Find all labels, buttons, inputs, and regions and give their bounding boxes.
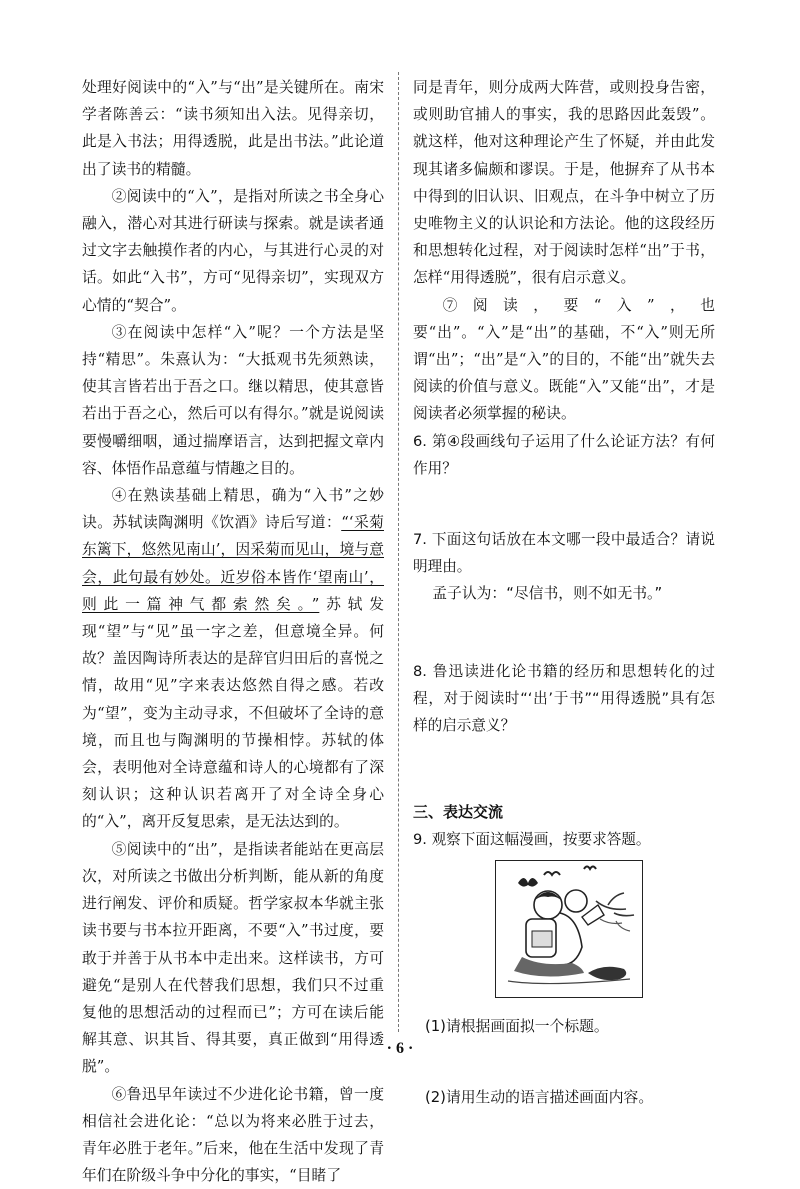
underlined-quote: “‘采菊东篱下，悠然见南山’，因采菊而见山，境与意会，此句最有妙处。近岁俗本皆作‘望南山’，则此一篇神气都索然矣。”	[82, 514, 384, 613]
paragraph-2: ②阅读中的“入”，是指对所读之书全身心融入，潜心对其进行研读与探索。就是读者通过文字去触摸作者的内心，与其进行心灵的对话。如此“入书”，方可“见得亲切”，实现双方心情的“契合”。	[82, 187, 384, 314]
right-column	[413, 74, 715, 1111]
paragraph-5: ⑤阅读中的“出”，是指读者能站在更高层次，对所读之书做出分析判断，能从新的角度进行阐发、评价和质疑。哲学家叔本华就主张读书要与书本拉开距离，不要“入”书过度，要敢于并善于从书本中走出来。这样读书，方可避免“是别人在代替我们思想，我们只不过重复他的思想活动的过程而已”；方可在读后能解其意、识其旨、得其要，真正做到“用得透脱”。	[82, 840, 384, 1076]
answer-space-6[interactable]	[413, 482, 715, 526]
paragraph-6: ⑥鲁迅早年读过不少进化论书籍，曾一度相信社会进化论：“总以为将来必胜于过去，青年必胜于老年。”后来，他在生活中发现了青年们在阶级斗争中分化的事实，“目睹了	[82, 1085, 384, 1185]
answer-space-7[interactable]	[413, 608, 715, 658]
paragraph-3: ③在阅读中怎样“入”呢？一个方法是坚持“精思”。朱熹认为：“大抵观书先须熟读，使其言皆若出于吾之口。继以精思，使其意皆若出于吾之心，然后可以有得尔。”就是说阅读要慢嚼细咽，通过揣摩语言，达到把握文章内容、体悟作品意蕴与情趣之目的。	[82, 323, 384, 477]
column-divider	[398, 72, 399, 1032]
question-6: 6. 第④段画线句子运用了什么论证方法？有何作用？	[413, 432, 715, 477]
question-9-part-1: (1)请根据画面拟一个标题。	[425, 1017, 609, 1035]
paragraph-4	[82, 482, 384, 836]
left-column	[82, 74, 384, 1189]
question-8: 8. 鲁迅读进化论书籍的经历和思想转化的过程，对于阅读时“‘出’于书”“用得透脱”具有怎样的启示意义？	[413, 662, 715, 735]
paragraph-4-body: 苏轼发现“望”与“见”虽一字之差，但意境全异。何故？盖因陶诗所表达的是辞官归田后的喜悦之情，故用“见”字来表达悠然自得之感。若改为“望”，变为主动寻求，不但破坏了全诗的意境，而且也与陶渊明的节操相悖。苏轼的体会，表明他对全诗意蕴和诗人的心境都有了深刻认识；这种认识若离开了对全诗全身心的“入”，离开反复思索，是无法达到的。	[82, 595, 384, 831]
paragraph-7: ⑦阅读，要“入”，也要“出”。“入”是“出”的基础，不“入”则无所谓“出”；“出”是“入”的目的，不能“出”就失去阅读的价值与意义。既能“入”又能“出”，才是阅读者必须掌握的秘诀。	[413, 296, 715, 423]
cartoon-image	[495, 860, 643, 998]
question-9: 9. 观察下面这幅漫画，按要求答题。	[413, 831, 651, 849]
answer-space-8[interactable]	[413, 739, 715, 783]
question-7-quote: 孟子认为：“尽信书，则不如无书。”	[432, 585, 663, 603]
question-9-part-2: (2)请用生动的语言描述画面内容。	[425, 1089, 654, 1107]
question-7: 7. 下面这句话放在本文哪一段中最适合？请说明理由。	[413, 531, 715, 576]
paragraph-4-intro: ④在熟读基础上精思，确为“入书”之妙诀。苏轼读陶渊明《饮酒》诗后写道：	[82, 487, 384, 532]
page-number: · 6 ·	[386, 1040, 414, 1057]
paragraph-6-continued: 同是青年，则分成两大阵营，或则投身告密，或则助官捕人的事实，我的思路因此轰毁”。就这样，他对这种理论产生了怀疑，并由此发现其诸多偏颇和谬误。于是，他摒弃了从书本中得到的旧认识、旧观点，在斗争中树立了历史唯物主义的认识论和方法论。他的这段经历和思想转化过程，对于阅读时怎样“出”于书，怎样“用得透脱”，很有启示意义。	[413, 79, 715, 287]
paragraph-1-continued: 处理好阅读中的“入”与“出”是关键所在。南宋学者陈善云：“读书须知出入法。见得亲切，此是入书法；用得透脱，此是出书法。”此论道出了读书的精髓。	[82, 79, 384, 178]
section-title-expression: 三、表达交流	[413, 803, 504, 822]
